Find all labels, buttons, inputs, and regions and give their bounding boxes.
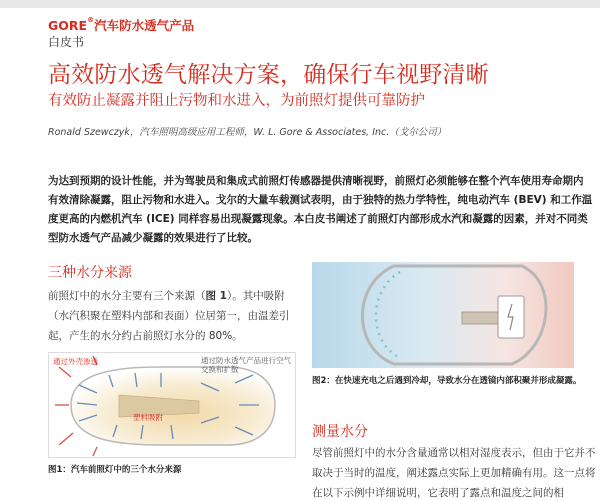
figure-2-diagram (312, 262, 574, 368)
top-rule (0, 0, 600, 8)
section-title-moisture-sources: 三种水分来源 (48, 265, 132, 281)
figure-2-svg (312, 262, 574, 368)
figure-1-caption: 图1：汽车前照灯中的三个水分来源 (48, 465, 182, 475)
page-subtitle: 有效防止凝露并阻止污物和水进入，为前照灯提供可靠防护 (48, 93, 425, 109)
author-line: Ronald Szewczyk，汽车照明高级应用工程师，W. L. Gore & Associates, Inc.（戈尔公司） (48, 127, 447, 138)
brand-title: GORE®汽车防水透气产品 (48, 16, 195, 33)
bulb-socket (462, 312, 500, 324)
temperature-field (312, 262, 574, 368)
label-plastic-absorption: 塑料吸附 (133, 413, 163, 422)
figure-1-diagram (48, 352, 296, 458)
label-permeation: 通过外壳渗透 (53, 357, 98, 366)
figure-2-caption: 图2：在快速充电之后遇到冷却，导致水分在透镜内部积聚并形成凝露。 (312, 376, 582, 386)
section-title-measuring-moisture: 测量水分 (312, 424, 368, 440)
abstract-paragraph: 为达到预期的设计性能，并为驾驶员和集成式前照灯传感器提供清晰视野，前照灯必须能够在整个汽车使用寿命期内有效清除凝露，阻止污物和水进入。戈尔的大量车载测试表明，由于独特的热力学特性，纯电动汽车 (BEV) 和工作温度更高的内燃机汽车 (ICE) 同样容易出现凝露现象。本白皮书阐述了前照灯内部形成水汽和凝露的因素，并对不同类型防水透气产品减少凝露的效果进行了比较。 (48, 175, 593, 244)
section-body-measuring-moisture: 尽管前照灯中的水分含量通常以相对湿度表示，但由于它并不取决于当时的温度，阐述露点实际上更加精确有用。这一点将在以下示例中详细说明，它表明了露点和温度之间的相 (312, 447, 596, 499)
page-title: 高效防水透气解决方案，确保行车视野清晰 (48, 62, 489, 88)
section-body-moisture-sources: 前照灯中的水分主要有三个来源（图 1）。其中吸附（水汽积聚在塑料内部和表面）位居第一，由温差引起，产生的水分约占前照灯水分的 80%。 (48, 290, 290, 342)
document-type: 白皮书 (48, 35, 85, 49)
label-vent-exchange: 通过防水透气产品进行空气交换和扩散 (201, 356, 291, 374)
